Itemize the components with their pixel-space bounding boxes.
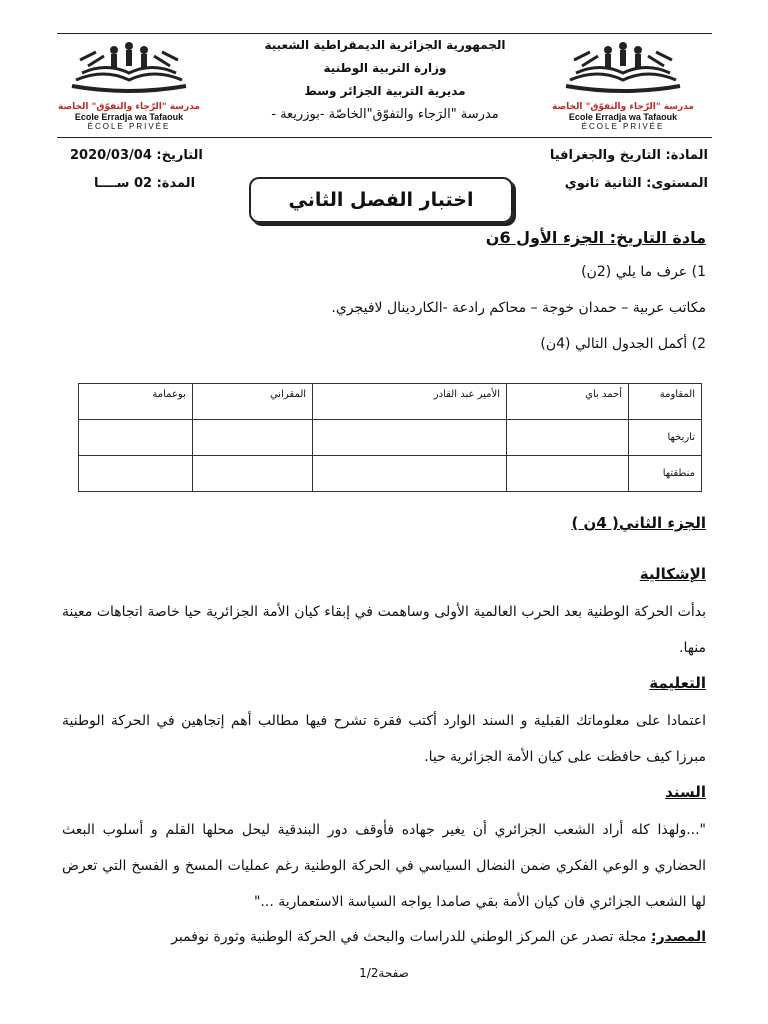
problem-text: بدأت الحركة الوطنية بعد الحرب العالمية الأولى وساهمت في إبقاء كيان الأمة الجزائرية حيا خاصة اتجاهات معينة منها. <box>62 604 706 656</box>
instruction-heading: التعليمة <box>649 674 706 692</box>
header-school: مدرسة "الرَجاء والتفوّق"الخاصّة -بوزريعة - <box>271 107 499 122</box>
subject-label: المادة: التاريخ والجغرافيا <box>549 148 708 163</box>
logo-sub-text: ÉCOLE PRIVÉE <box>581 122 665 131</box>
header-directorate: مديرية التربية الجزائر وسط <box>304 84 466 98</box>
header-block <box>230 34 540 126</box>
logo-arabic-text: مدرسة "الرّجاء والتفوّق" الخاصة <box>552 102 694 112</box>
source-line <box>171 929 706 945</box>
table-corner-cell: المقاومة <box>629 384 702 420</box>
logo-english-text: Ecole Erradja wa Tafaouk <box>74 112 184 122</box>
question-1: 1) عرف ما يلي (2ن) <box>581 264 706 280</box>
table-cell[interactable] <box>192 420 312 456</box>
table-row-label: منطقتها <box>629 456 702 492</box>
table-cell[interactable] <box>79 420 193 456</box>
table-header-cell: الأمير عبد القادر <box>313 384 507 420</box>
table-header-cell: المقراني <box>192 384 312 420</box>
logo-emblem-icon <box>558 40 688 98</box>
table-row-label: تاريخها <box>629 420 702 456</box>
resistance-table <box>78 383 702 492</box>
document-heading: السند <box>665 783 706 801</box>
table-cell[interactable] <box>313 456 507 492</box>
page-number: صفحة1/2 <box>359 966 409 980</box>
duration-label: المدة: 02 ســــا <box>94 176 196 191</box>
table-cell[interactable] <box>313 420 507 456</box>
source-label: المصدر: <box>651 929 706 945</box>
table-row <box>79 456 702 492</box>
header-republic: الجمهورية الجزائرية الديمقراطية الشعبية <box>264 38 506 52</box>
document-text: "...ولهذا كله أراد الشعب الجزائري أن يغير جهاده فأوقف دور البندقية ليحل محلها القلم و أسلوب البعث الحضاري و الوعي الفكري ضمن النضال السياسي في الحركة الوطنية رغم عمليات المسخ و الفسخ التي تعرض لها الشعب الجزائري فان كيان الأمة بقي صامدا يواجه السياسة الاستعمارية ..." <box>62 822 706 910</box>
table-row <box>79 420 702 456</box>
logo-emblem-icon <box>64 40 194 98</box>
logo-arabic-text: مدرسة "الرّجاء والتفوّق" الخاصة <box>58 102 200 112</box>
logo-english-text: Ecole Erradja wa Tafaouk <box>568 112 678 122</box>
table-header-cell: بوعمامة <box>79 384 193 420</box>
table-cell[interactable] <box>192 456 312 492</box>
problem-heading: الإشكالية <box>639 565 706 583</box>
part1-title: مادة التاريخ: الجزء الأول 6ن <box>485 228 706 247</box>
table-header-cell: أحمد باي <box>506 384 628 420</box>
level-label: المستوى: الثانية ثانوي <box>564 176 708 191</box>
exam-title: اختبار الفصل الثاني <box>249 177 513 223</box>
logo-sub-text: ÉCOLE PRIVÉE <box>87 122 171 131</box>
table-cell[interactable] <box>79 456 193 492</box>
question-1-terms: مكاتب عربية – حمدان خوجة – محاكم رادعة -الكاردينال لافيجري. <box>331 300 706 316</box>
school-logo-left <box>54 40 204 140</box>
part2-title: الجزء الثاني( 4ن ) <box>571 514 706 532</box>
school-logo-right <box>548 40 698 140</box>
table-header-row <box>79 384 702 420</box>
source-text: مجلة تصدر عن المركز الوطني للدراسات والبحث في الحركة الوطنية وثورة نوفمبر <box>171 929 652 945</box>
table-cell[interactable] <box>506 456 628 492</box>
question-2: 2) أكمل الجدول التالي (4ن) <box>540 336 706 352</box>
date-label: التاريخ: 2020/03/04 <box>70 148 203 163</box>
instruction-text: اعتمادا على معلوماتك القبلية و السند الوارد أكتب فقرة تشرح فيها مطالب أهم إتجاهين في الحركة الوطنية مبرزا كيف حافظت على كيان الأمة الجزائرية حيا. <box>62 713 706 765</box>
table-cell[interactable] <box>506 420 628 456</box>
header-ministry: وزارة التربية الوطنية <box>323 61 447 75</box>
